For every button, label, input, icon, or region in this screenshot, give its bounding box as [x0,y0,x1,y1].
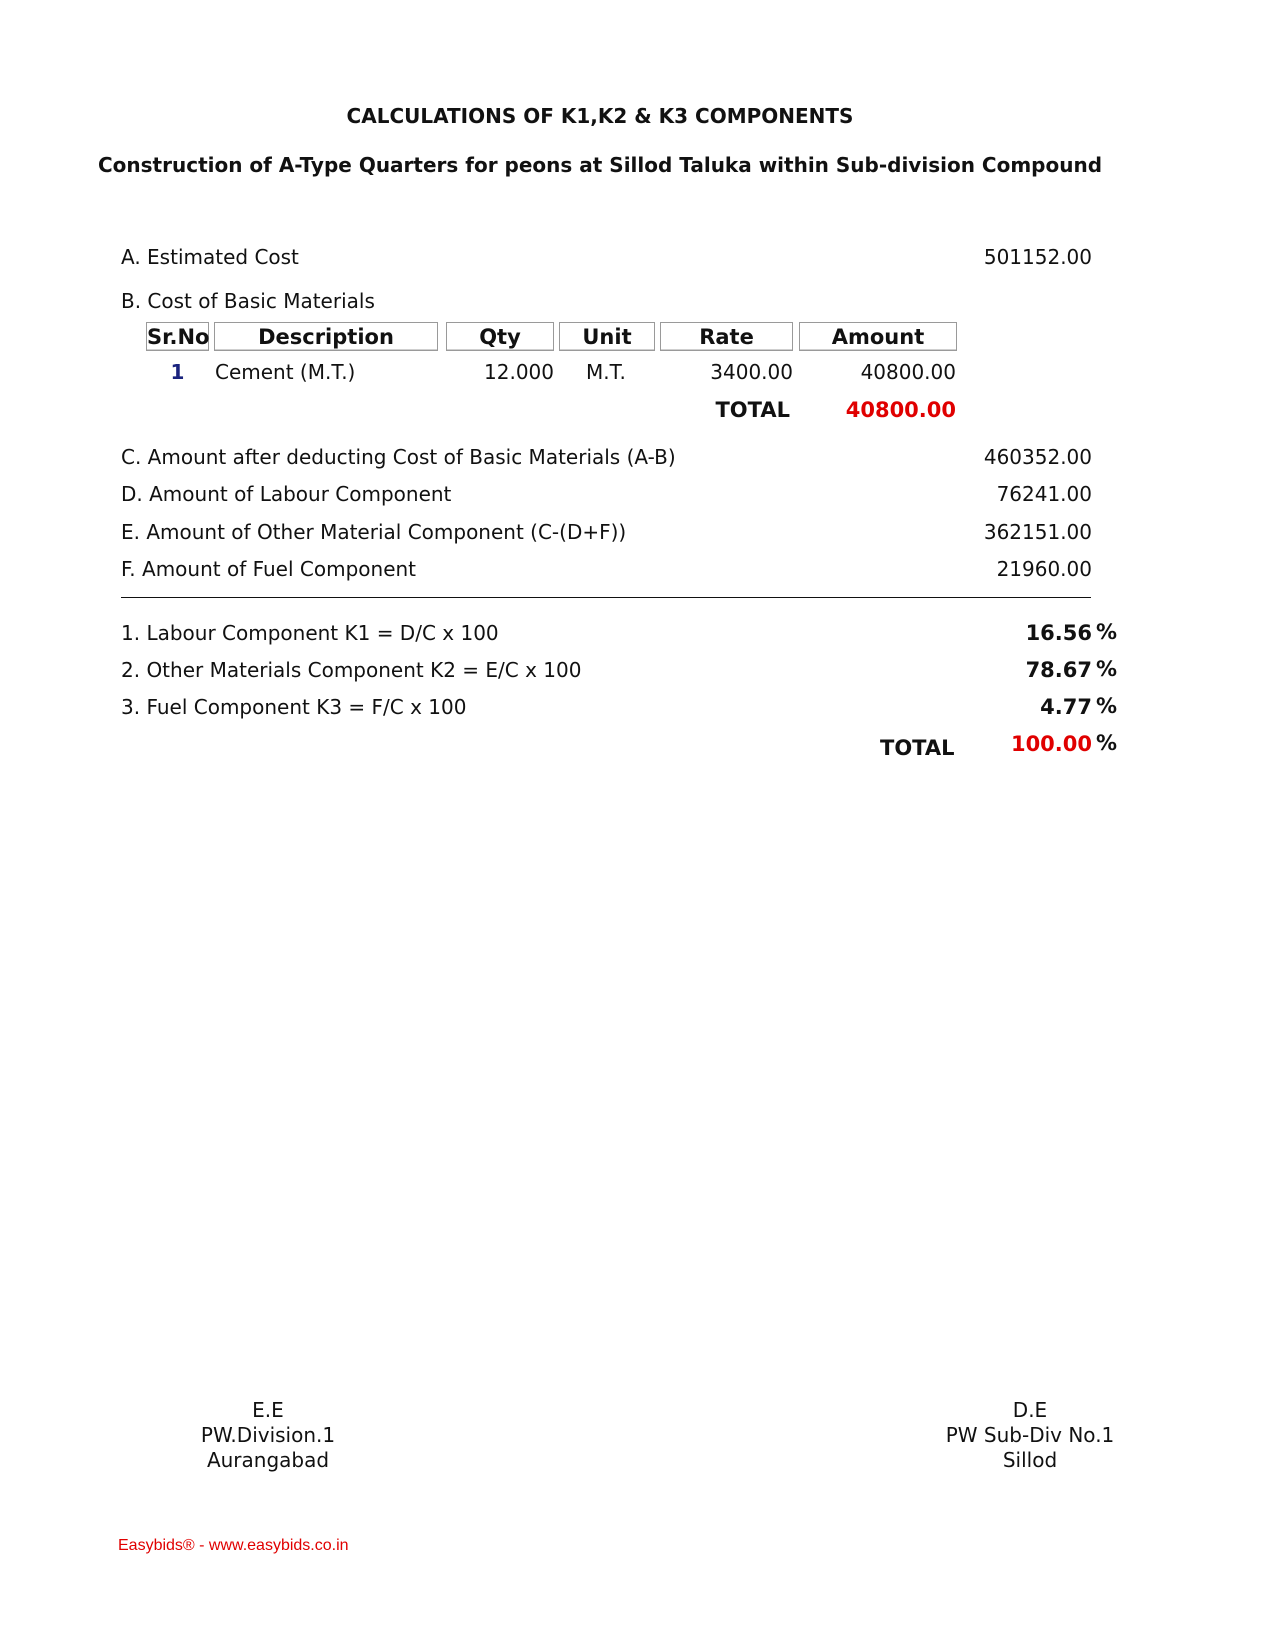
estimated-cost-label: A. Estimated Cost [121,245,299,269]
amount-f-label: F. Amount of Fuel Component [121,557,417,581]
header-rate: Rate [660,322,793,351]
signature-left [148,1398,388,1473]
row-rate: 3400.00 [710,360,793,384]
amount-d-value: 76241.00 [996,482,1092,506]
k3-label: 3. Fuel Component K3 = F/C x 100 [121,695,467,719]
amount-e-value: 362151.00 [983,520,1092,544]
k3-value: 4.77 [1040,695,1092,719]
amount-d-label: D. Amount of Labour Component [121,482,452,506]
header-qty: Qty [446,322,554,351]
signature-left-office: PW.Division.1 [200,1423,336,1447]
k2-value: 78.67 [1025,658,1092,682]
header-srno: Sr.No [146,322,209,351]
row-qty: 12.000 [484,360,554,384]
row-unit: M.T. [586,360,626,384]
materials-total-label: TOTAL [715,398,790,422]
signature-right-office: PW Sub-Div No.1 [945,1423,1115,1447]
signature-right-place: Sillod [1002,1448,1058,1472]
basic-materials-label: B. Cost of Basic Materials [121,289,375,313]
amount-c-label: C. Amount after deducting Cost of Basic Materials (A-B) [121,445,676,469]
components-total-unit: % [1096,731,1118,755]
k2-label: 2. Other Materials Component K2 = E/C x 100 [121,658,582,682]
signature-left-title: E.E [252,1398,284,1422]
document-subtitle: Construction of A-Type Quarters for peons at Sillod Taluka within Sub-division Compound [97,153,1103,177]
header-description: Description [214,322,438,351]
k1-label: 1. Labour Component K1 = D/C x 100 [121,621,499,645]
document-title: CALCULATIONS OF K1,K2 & K3 COMPONENTS [346,104,854,128]
components-total-value: 100.00 [1010,732,1092,756]
section-divider [121,597,1091,598]
row-amount: 40800.00 [860,360,956,384]
materials-total-value: 40800.00 [845,398,956,422]
amount-e-label: E. Amount of Other Material Component (C-(D+F)) [121,520,627,544]
components-total-label: TOTAL [880,736,955,760]
signature-right-title: D.E [1012,1398,1048,1422]
k3-unit: % [1096,694,1118,718]
header-amount: Amount [799,322,957,351]
signature-right [910,1398,1150,1473]
signature-left-place: Aurangabad [206,1448,330,1472]
estimated-cost-value: 501152.00 [983,245,1092,269]
amount-c-value: 460352.00 [983,445,1092,469]
footer-credit: Easybids® - www.easybids.co.in [118,1537,349,1554]
row-srno: 1 [170,360,185,384]
k1-value: 16.56 [1025,621,1092,645]
row-description: Cement (M.T.) [215,360,356,384]
header-unit: Unit [559,322,655,351]
k2-unit: % [1096,657,1118,681]
amount-f-value: 21960.00 [996,557,1092,581]
k1-unit: % [1096,620,1118,644]
